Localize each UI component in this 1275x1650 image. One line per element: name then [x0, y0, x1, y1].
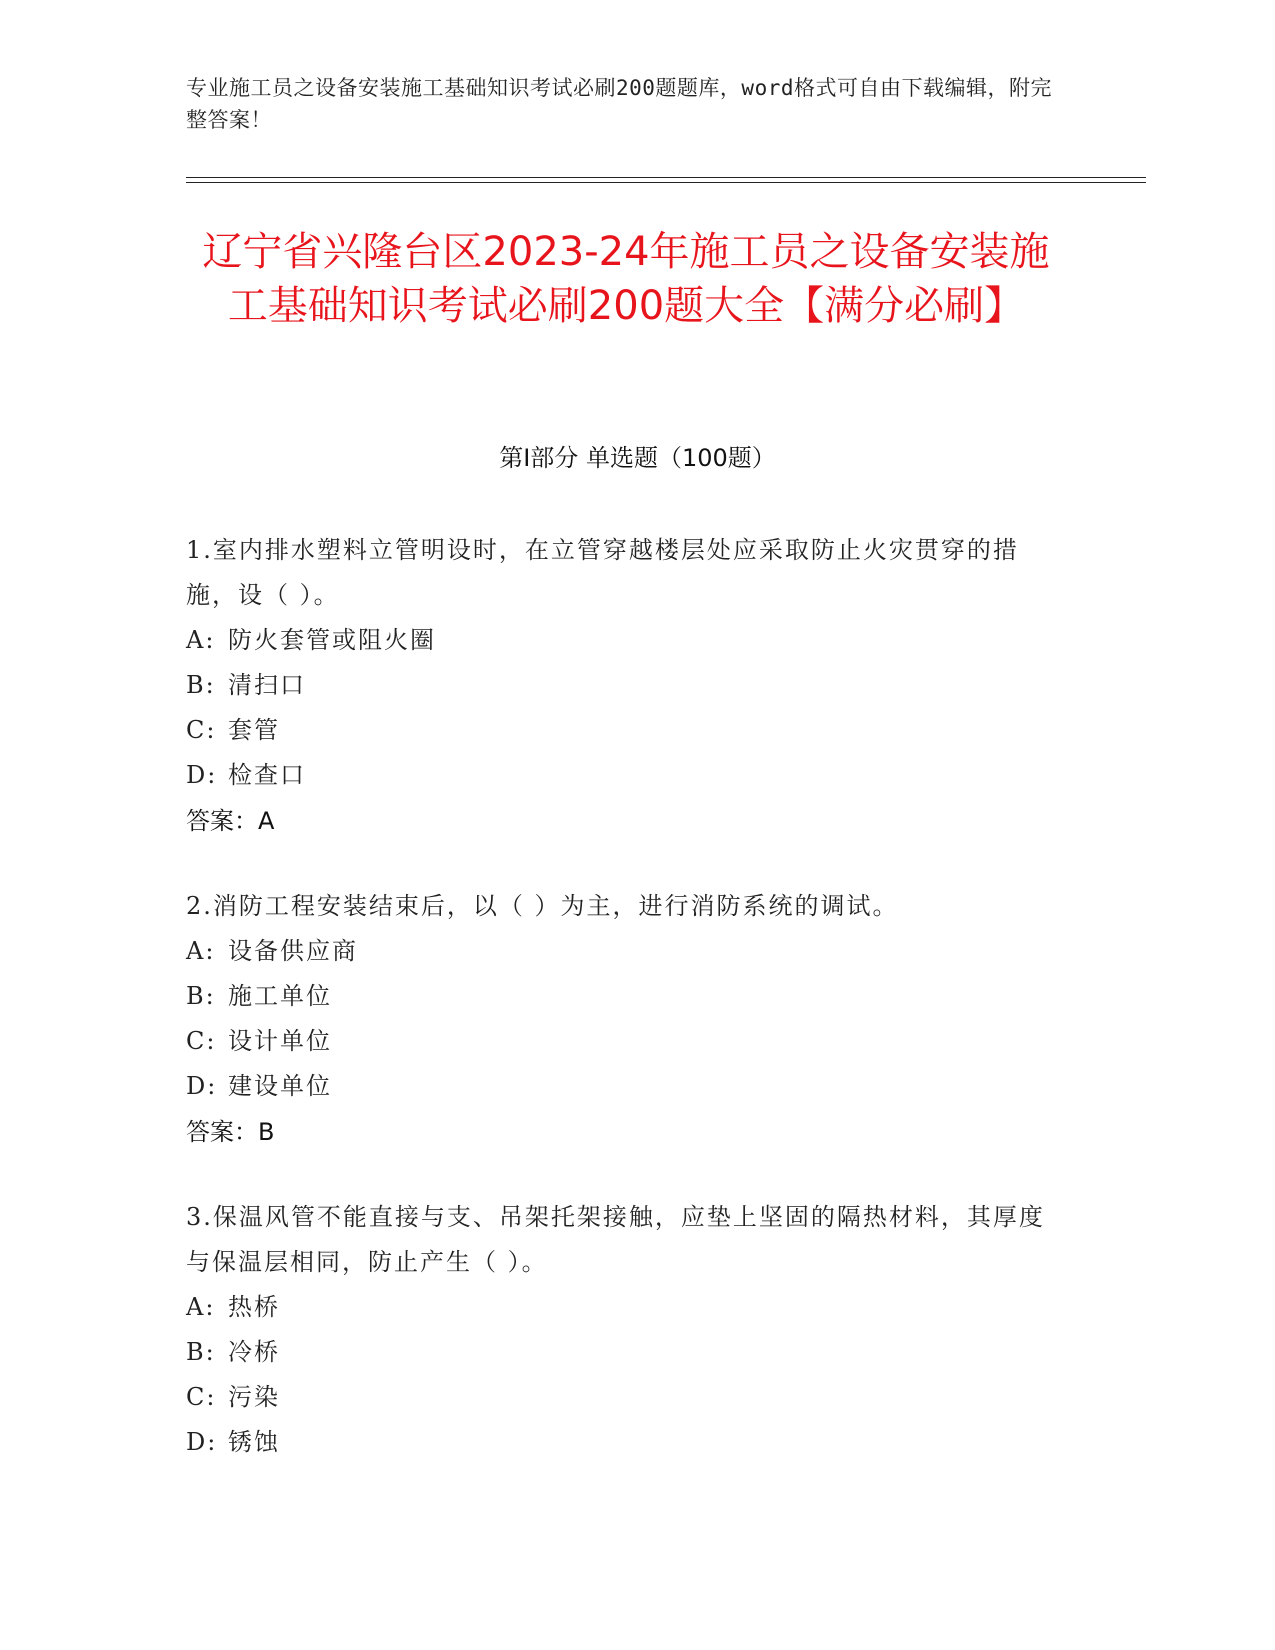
option-text: 污染: [228, 1383, 280, 1411]
header-note: 专业施工员之设备安装施工基础知识考试必刷200题题库，word格式可自由下载编辑，附完整答案！: [186, 76, 1052, 132]
option-text: 建设单位: [228, 1072, 332, 1100]
option-letter: C:: [186, 716, 217, 744]
option-letter: A:: [186, 1293, 216, 1321]
question-stem: 2.消防工程安装结束后，以（ ）为主，进行消防系统的调试。: [186, 892, 899, 920]
option-d: [186, 753, 1066, 798]
option-c: [186, 708, 1066, 753]
option-text: 施工单位: [228, 982, 332, 1010]
answer-line: 答案：A: [186, 807, 275, 835]
option-letter: B:: [186, 671, 216, 699]
question-stem: 3.保温风管不能直接与支、吊架托架接触，应垫上坚固的隔热材料，其厚度与保温层相同，防止产生（ ）。: [186, 1203, 1045, 1276]
option-text: 冷桥: [228, 1338, 280, 1366]
header-rule-bottom: [186, 182, 1146, 183]
option-text: 热桥: [228, 1293, 280, 1321]
section-heading: 第I部分 单选题（100题）: [499, 444, 776, 472]
option-letter: C:: [186, 1383, 217, 1411]
option-letter: D:: [186, 1428, 218, 1456]
option-text: 设备供应商: [228, 937, 358, 965]
option-letter: B:: [186, 982, 216, 1010]
header-rule-top: [186, 177, 1146, 178]
option-b: [186, 663, 1066, 708]
option-text: 检查口: [228, 761, 306, 789]
option-text: 套管: [228, 716, 280, 744]
option-d: [186, 1420, 1066, 1465]
option-letter: B:: [186, 1338, 216, 1366]
question-2: [186, 884, 1066, 1155]
question-3: [186, 1195, 1066, 1465]
option-letter: A:: [186, 937, 216, 965]
option-letter: C:: [186, 1027, 217, 1055]
option-c: [186, 1019, 1066, 1064]
option-text: 锈蚀: [228, 1428, 280, 1456]
question-1: [186, 528, 1066, 844]
option-a: [186, 618, 1066, 663]
option-a: [186, 1285, 1066, 1330]
option-text: 清扫口: [228, 671, 306, 699]
document-title: 辽宁省兴隆台区2023-24年施工员之设备安装施工基础知识考试必刷200题大全【满分必刷】: [202, 229, 1050, 329]
option-b: [186, 974, 1066, 1019]
option-letter: D:: [186, 761, 218, 789]
question-stem: 1.室内排水塑料立管明设时，在立管穿越楼层处应采取防止火灾贯穿的措施，设（ ）。: [186, 536, 1019, 609]
option-text: 设计单位: [228, 1027, 332, 1055]
option-b: [186, 1330, 1066, 1375]
option-letter: D:: [186, 1072, 218, 1100]
option-a: [186, 929, 1066, 974]
option-d: [186, 1064, 1066, 1109]
option-letter: A:: [186, 626, 216, 654]
option-text: 防火套管或阻火圈: [228, 626, 436, 654]
option-c: [186, 1375, 1066, 1420]
question-list: [186, 528, 1066, 1505]
answer-line: 答案：B: [186, 1118, 275, 1146]
